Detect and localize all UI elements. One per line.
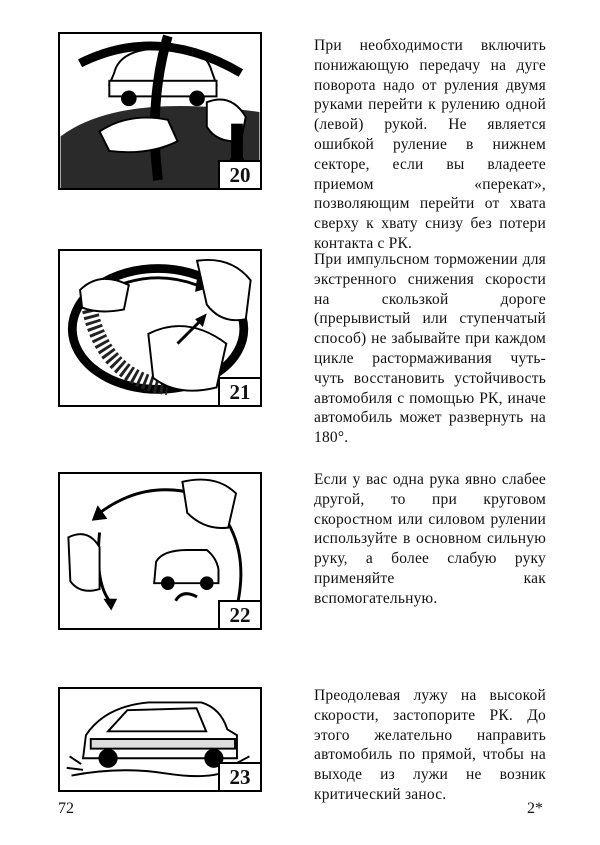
signature-mark: 2* (527, 800, 543, 817)
page-number: 72 (58, 800, 74, 817)
figure-number: 23 (218, 762, 262, 792)
figure-23 (58, 687, 262, 792)
paragraph-fig23: Преодолевая лужу на высокой скорости, застопорите РК. До этого желательно направить автомобиль по прямой, чтобы на выходе из лужи не возник критический занос. (314, 687, 546, 803)
paragraph-fig22: Если у вас одна рука явно слабее другой, то при круговом скоростном или силовом рулении используйте в основном сильную руку, а более слабую руку применяйте как вспомогательную. (314, 471, 546, 607)
figure-22 (58, 472, 262, 630)
figure-number: 21 (218, 377, 262, 407)
paragraph-fig21: При импульсном торможении для экстренного снижения скорости на скользкой дороге (прерывистый или ступенчатый способ) не забывайте при каждом цикле растормаживания чуть-чуть восстановить устойчивость автомобиля с помощью РК, иначе автомобиль может развернуть на 180°. (314, 251, 546, 447)
figure-20 (58, 32, 262, 190)
figure-number: 20 (218, 160, 262, 190)
paragraph-fig20: При необходимости включить понижающую передачу на дуге поворота надо от руления двумя руками перейти к рулению одной (левой) рукой. Не является ошибкой руление в нижнем секторе, если вы владеете приемом «перекат», позволяющим перейти от хвата сверху к хвату снизу без потери контакта с РК. (314, 37, 546, 252)
figure-number: 22 (218, 600, 262, 630)
figure-21 (58, 249, 262, 407)
